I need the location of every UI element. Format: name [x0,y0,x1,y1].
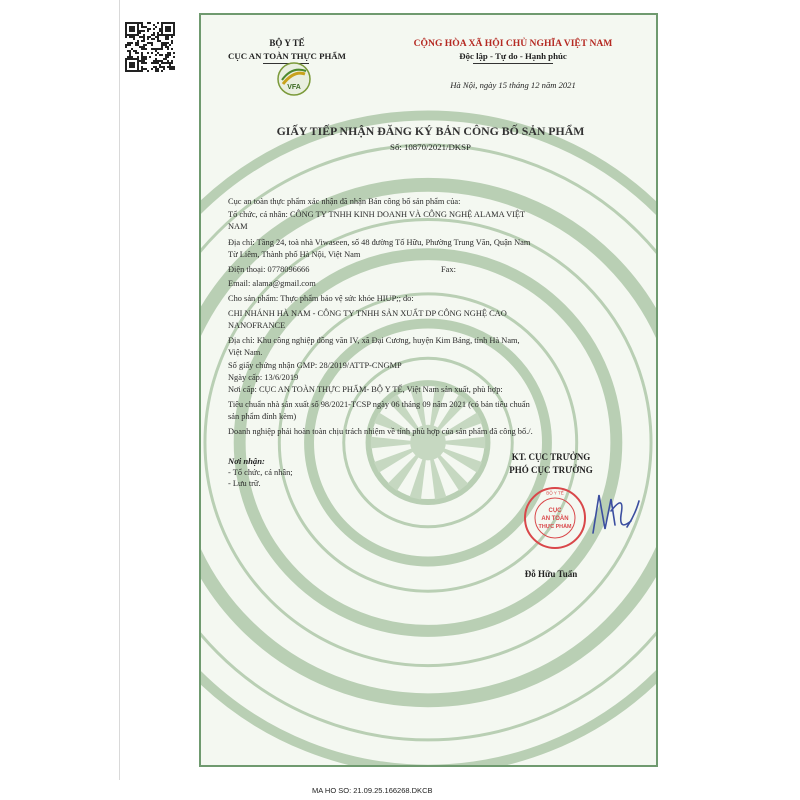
signer-position: PHÓ CỤC TRƯỞNG [509,465,593,475]
ministry-name: BỘ Y TẾ [269,38,305,48]
body-line: Ngày cấp: 13/6/2019 [228,373,299,382]
body-line: Địa chỉ: Khu công nghiệp đồng văn IV, xã Đại Cương, huyện Kim Bảng, tỉnh Hà Nam, [228,336,520,345]
vfa-logo-text: VFA [287,84,301,91]
body-line: sản phẩm đính kèm) [228,412,297,421]
body-line: Nơi cấp: CỤC AN TOÀN THỰC PHẨM- BỘ Y TẾ, Việt Nam sản xuất, phù hợp: [228,385,503,394]
sheet-edge [119,0,120,780]
fax-label: Fax: [441,265,456,274]
body-line: Từ Liêm, Thành phố Hà Nội, Việt Nam [228,250,361,259]
body-line: Tiêu chuẩn nhà sản xuất số 98/2021-TCSP ngày 06 tháng 09 năm 2021 (có bản tiêu chuẩn [228,400,530,409]
body-line: CHI NHÁNH HÀ NAM - CÔNG TY TNHH SẢN XUẤT DP CÔNG NGHỆ CAO [228,309,507,318]
body-line: Địa chỉ: Tầng 24, toà nhà Viwaseen, số 48 đường Tố Hữu, Phường Trung Văn, Quận Nam [228,238,531,247]
document-number: Số: 10870/2021/DKSP [390,142,471,152]
seal-text: AN TOÀN [541,516,569,522]
body-line: Việt Nam. [228,348,263,357]
motto: Độc lập - Tự do - Hạnh phúc [459,51,567,61]
body-line: Số giấy chứng nhận GMP: 28/2019/ATTP-CNGMP [228,361,402,370]
body-line: Doanh nghiệp phải hoàn toàn chịu trách nhiệm về tính phù hợp của sản phẩm đã công bố./. [228,427,533,436]
agency-name: CỤC AN TOÀN THỰC PHẨM [228,51,346,61]
motto-underline [473,63,553,64]
body-line: Cho sản phẩm: Thực phẩm bảo vệ sức khỏe HIUP;; do: [228,294,414,303]
qr-code-icon [125,22,175,72]
seal-text: CỤC [548,508,562,514]
official-seal-icon [523,486,587,550]
phone-line: Điện thoại: 0778096666 [228,265,310,274]
signer-name: Đỗ Hữu Tuấn [524,569,578,579]
seal-ring-text: BỘ Y TẾ [546,490,564,496]
body-line: NAM [228,222,248,231]
body-line: Tổ chức, cá nhân: CÔNG TY TNHH KINH DOANH VÀ CÔNG NGHỆ ALAMA VIỆT [228,210,526,219]
republic-header: CỘNG HÒA XÃ HỘI CHỦ NGHĨA VIỆT NAM [413,38,613,49]
place-date: Hà Nội, ngày 15 tháng 12 năm 2021 [450,80,576,90]
recipients-heading: Nơi nhận: [228,456,265,466]
record-code: MA HO SO: 21.09.25.166268.DKCB [312,786,433,795]
body-line: Email: alama@gmail.com [228,279,316,288]
recipient-item: - Tổ chức, cá nhân; [228,468,293,477]
seal-text: THỰC PHẨM [538,524,572,530]
body-line: NANOFRANCE [228,321,286,330]
certificate [199,13,658,767]
signer-title: KT. CỤC TRƯỞNG [511,452,591,462]
body-line: Cục an toàn thực phẩm xác nhận đã nhận Bản công bố sản phẩm của: [228,197,461,206]
handwritten-signature [581,485,645,543]
vfa-logo-icon [277,62,311,96]
document-title: GIẤY TIẾP NHẬN ĐĂNG KÝ BẢN CÔNG BỐ SẢN PHẨM [276,124,585,138]
recipient-item: - Lưu trữ. [228,479,261,488]
